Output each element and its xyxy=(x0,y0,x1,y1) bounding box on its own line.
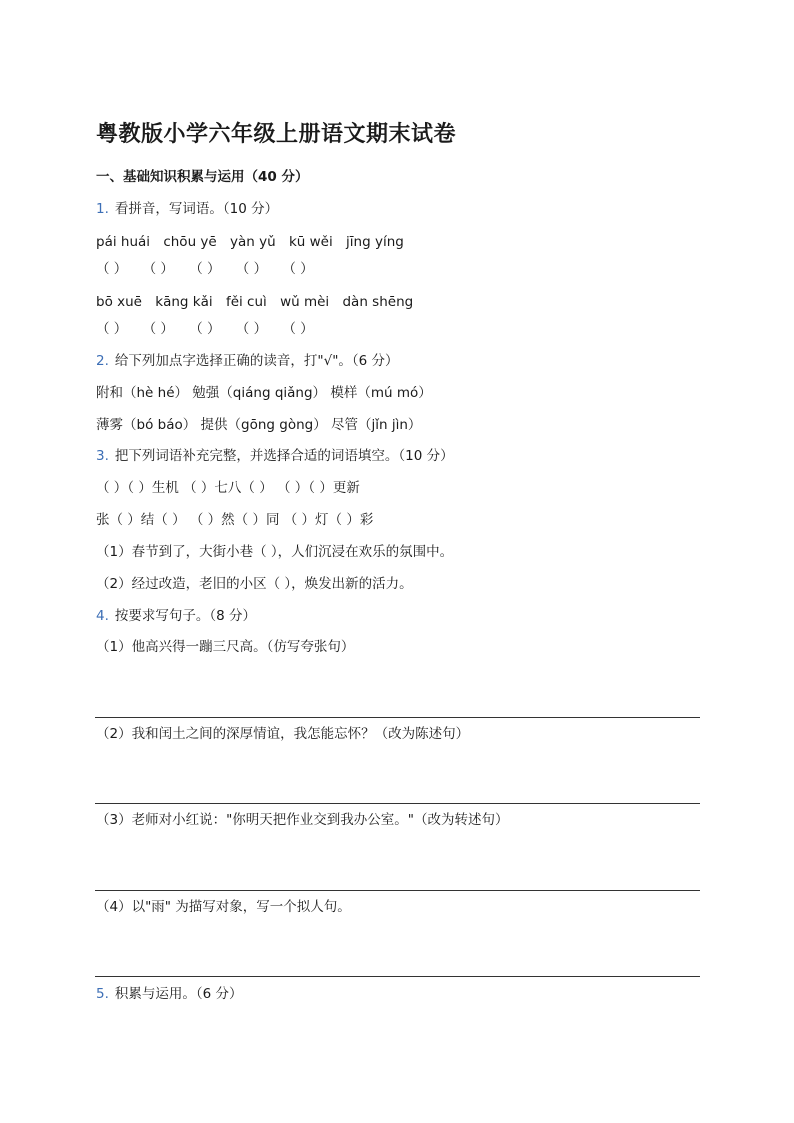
answer-bracket[interactable]: （ ） xyxy=(235,321,268,337)
question-2 xyxy=(96,352,399,370)
answer-line-3[interactable] xyxy=(95,890,700,891)
pinyin-row-2 xyxy=(96,293,422,311)
question-text: 给下列加点字选择正确的读音，打"√"。（6 分） xyxy=(114,353,399,369)
question-4 xyxy=(96,607,256,625)
pinyin-item: chōu yē xyxy=(163,234,217,250)
fill-sentence-2[interactable]: （2）经过改造，老旧的小区（ ），焕发出新的活力。 xyxy=(96,576,413,592)
pinyin-item: dàn shēng xyxy=(342,294,414,310)
question-text: 按要求写句子。（8 分） xyxy=(114,608,257,624)
question-number: 3. xyxy=(96,448,109,464)
pinyin-item: fěi cuì xyxy=(225,294,267,310)
rewrite-prompt-4: （4）以"雨" 为描写对象，写一个拟人句。 xyxy=(96,899,351,915)
question-number: 1. xyxy=(96,201,109,217)
answer-bracket[interactable]: （ ） xyxy=(96,321,128,337)
answer-brackets-row-1 xyxy=(96,260,325,278)
idiom-line-2[interactable]: 张（ ）结（ ） （ ）然（ ）同 （ ）灯（ ）彩 xyxy=(96,512,374,528)
question-number: 5. xyxy=(96,986,109,1002)
fill-sentence-1[interactable]: （1）春节到了，大街小巷（ ），人们沉浸在欢乐的氛围中。 xyxy=(96,544,454,560)
answer-line-1[interactable] xyxy=(95,717,700,718)
rewrite-prompt-1: （1）他高兴得一蹦三尺高。（仿写夸张句） xyxy=(96,639,355,655)
reading-choice-line-2[interactable]: 薄雾（bó báo） 提供（gōng gòng） 尽管（jǐn jìn） xyxy=(96,417,422,433)
pinyin-item: kāng kǎi xyxy=(155,294,213,310)
pinyin-item: bō xuē xyxy=(96,294,142,310)
question-number: 4. xyxy=(96,608,109,624)
section-heading: 一、基础知识积累与运用（40 分） xyxy=(96,169,309,185)
page-title: 粤教版小学六年级上册语文期末试卷 xyxy=(96,122,457,147)
rewrite-prompt-3: （3）老师对小红说："你明天把作业交到我办公室。"（改为转述句） xyxy=(96,812,509,828)
question-3 xyxy=(96,447,454,465)
answer-brackets-row-2 xyxy=(96,320,325,338)
question-number: 2. xyxy=(96,353,109,369)
question-text: 看拼音，写词语。（10 分） xyxy=(114,201,279,217)
answer-bracket[interactable]: （ ） xyxy=(96,261,128,277)
rewrite-prompt-2: （2）我和闰土之间的深厚情谊，我怎能忘怀？（改为陈述句） xyxy=(96,726,470,742)
pinyin-item: wǔ mèi xyxy=(280,294,330,310)
pinyin-item: pái huái xyxy=(96,234,151,250)
answer-bracket[interactable]: （ ） xyxy=(142,261,174,277)
pinyin-item: yàn yǔ xyxy=(230,234,276,250)
question-text: 把下列词语补充完整，并选择合适的词语填空。（10 分） xyxy=(114,448,454,464)
answer-bracket[interactable]: （ ） xyxy=(142,321,174,337)
idiom-line-1[interactable]: （ ）（ ）生机 （ ）七八（ ） （ ）（ ）更新 xyxy=(96,480,360,496)
question-text: 积累与运用。（6 分） xyxy=(114,986,243,1002)
answer-bracket[interactable]: （ ） xyxy=(282,261,314,277)
answer-line-2[interactable] xyxy=(95,803,700,804)
pinyin-item: jīng yíng xyxy=(346,234,404,250)
question-5 xyxy=(96,985,243,1003)
question-1 xyxy=(96,200,278,218)
reading-choice-line-1[interactable]: 附和（hè hé） 勉强（qiáng qiǎng） 模样（mú mó） xyxy=(96,385,432,401)
answer-bracket[interactable]: （ ） xyxy=(189,321,221,337)
answer-bracket[interactable]: （ ） xyxy=(282,321,314,337)
answer-bracket[interactable]: （ ） xyxy=(235,261,268,277)
pinyin-item: kū wěi xyxy=(288,234,333,250)
answer-bracket[interactable]: （ ） xyxy=(189,261,221,277)
answer-line-4[interactable] xyxy=(95,976,700,977)
pinyin-row-1 xyxy=(96,233,413,251)
